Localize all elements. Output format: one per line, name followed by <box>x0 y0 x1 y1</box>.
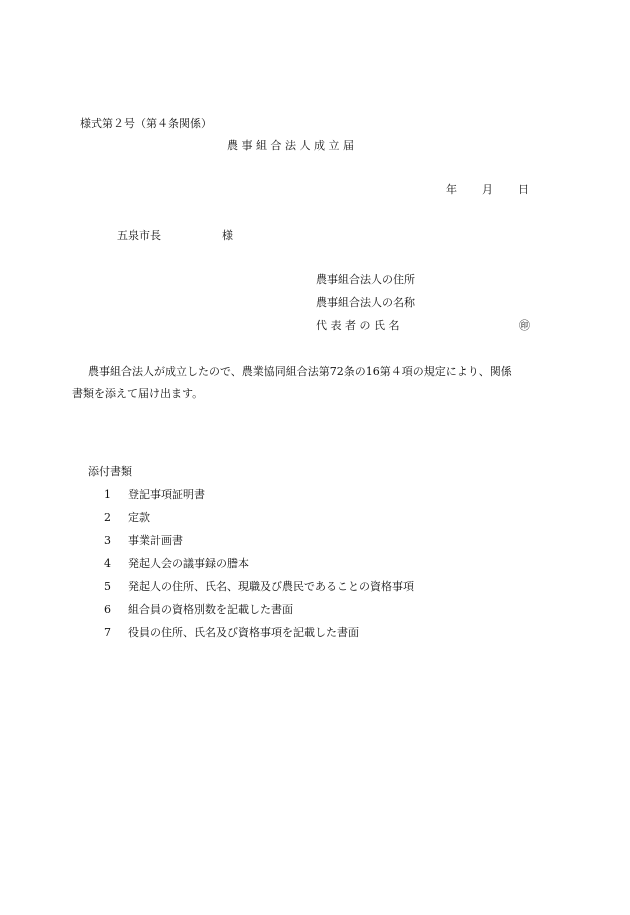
list-item: 5 発起人の住所、氏名、現職及び農民であることの資格事項 <box>104 580 414 593</box>
list-item: 7 役員の住所、氏名及び資格事項を記載した書面 <box>104 626 359 639</box>
attachments-list <box>104 488 414 649</box>
list-item: 4 発起人会の議事録の謄本 <box>104 557 249 570</box>
applicant-address-label: 農事組合法人の住所 <box>316 273 415 286</box>
date-year: 年 <box>446 183 457 196</box>
body-paragraph <box>72 361 558 405</box>
applicant-representative-label: 代 表 者 の 氏 名 <box>316 319 400 332</box>
attachments-heading: 添付書類 <box>88 465 132 478</box>
body-line-1: 農事組合法人が成立したので、農業協同組合法第72条の16第４項の規定により、関係 <box>88 365 512 378</box>
addressee-honorific: 様 <box>222 229 233 242</box>
seal-mark: ㊞ <box>519 319 530 332</box>
body-line-2: 書類を添えて届け出ます。 <box>72 387 204 400</box>
addressee-name: 五泉市長 <box>117 229 161 242</box>
date-day: 日 <box>518 183 529 196</box>
list-item: 3 事業計画書 <box>104 534 183 547</box>
date-month: 月 <box>482 183 493 196</box>
applicant-name-label: 農事組合法人の名称 <box>316 296 415 309</box>
list-item: 2 定款 <box>104 511 150 524</box>
list-item: 1 登記事項証明書 <box>104 488 205 501</box>
list-item: 6 組合員の資格別数を記載した書面 <box>104 603 293 616</box>
form-number: 様式第２号（第４条関係） <box>80 117 212 130</box>
document-title: 農 事 組 合 法 人 成 立 届 <box>227 139 354 152</box>
